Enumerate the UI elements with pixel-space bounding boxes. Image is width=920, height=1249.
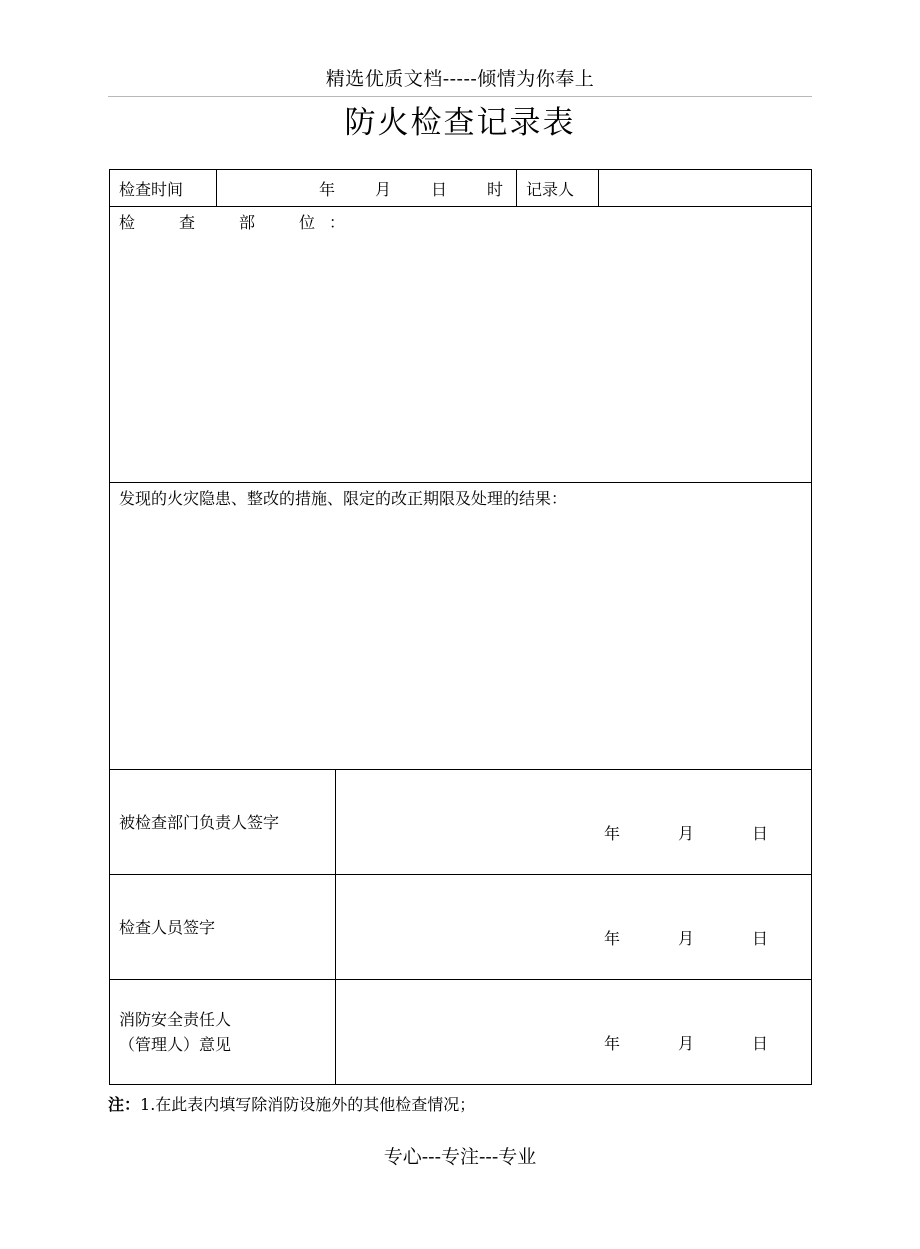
fire-safety-opinion-field[interactable] <box>336 980 812 1085</box>
inspection-date-units <box>217 177 516 200</box>
signature-row-department <box>110 770 812 875</box>
page-header: 精选优质文档-----倾情为你奉上 <box>325 68 595 90</box>
recorder-label: 记录人 <box>517 170 599 207</box>
fire-safety-responsible-label: 消防安全责任人 （管理人）意见 <box>110 980 336 1085</box>
signature-date: 年 月 日 <box>604 929 769 948</box>
inspector-signature-field[interactable] <box>336 875 812 980</box>
hazard-findings-field[interactable] <box>110 483 812 770</box>
signature-date: 年 月 日 <box>604 1034 769 1053</box>
fire-inspection-form <box>109 169 812 1085</box>
page-footer: 专心---专注---专业 <box>383 1146 537 1168</box>
recorder-field[interactable] <box>599 170 812 207</box>
signature-date: 年 月 日 <box>604 824 769 843</box>
signature-row-fire-safety <box>110 980 812 1085</box>
month-unit: 月 <box>375 179 392 199</box>
signature-row-inspector <box>110 875 812 980</box>
inspection-area-field[interactable] <box>110 207 812 483</box>
note-label: 注： <box>108 1095 141 1114</box>
inspection-time-label: 检查时间 <box>110 170 217 207</box>
note-text: 1.在此表内填写除消防设施外的其他检查情况； <box>140 1095 476 1114</box>
inspection-area-row <box>110 207 812 483</box>
department-head-signature-label: 被检查部门负责人签字 <box>110 770 336 875</box>
document-title: 防火检查记录表 <box>344 105 576 141</box>
form-note <box>108 1094 475 1116</box>
inspector-signature-label: 检查人员签字 <box>110 875 336 980</box>
header-divider <box>108 96 812 97</box>
inspection-time-field[interactable] <box>217 170 517 207</box>
hour-unit: 时 <box>487 179 504 199</box>
year-unit: 年 <box>319 179 336 199</box>
department-head-signature-field[interactable] <box>336 770 812 875</box>
inspection-area-label: 检 查 部 位： <box>119 213 346 232</box>
hazard-findings-row <box>110 483 812 770</box>
hazard-findings-label: 发现的火灾隐患、整改的措施、限定的改正期限及处理的结果： <box>119 489 568 508</box>
inspection-time-row <box>110 170 812 207</box>
day-unit: 日 <box>431 179 448 199</box>
